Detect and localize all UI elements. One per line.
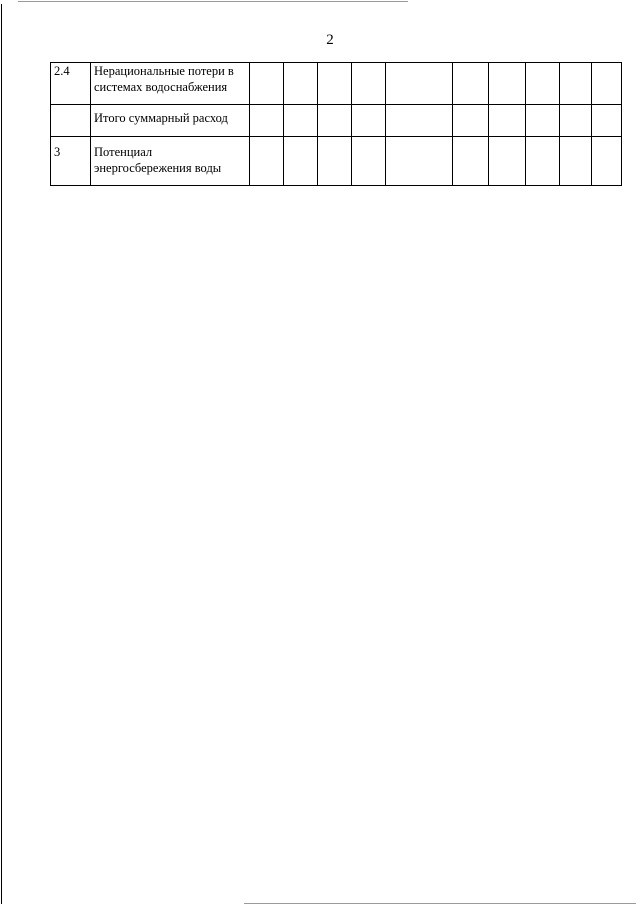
empty-cell [284, 105, 318, 137]
row-number: 2.4 [51, 63, 91, 105]
empty-cell [250, 105, 284, 137]
table-row [51, 105, 622, 137]
table-row [51, 137, 622, 186]
empty-cell [489, 63, 526, 105]
empty-cell [526, 105, 560, 137]
empty-cell [284, 137, 318, 186]
empty-cell [318, 63, 352, 105]
empty-cell [560, 137, 592, 186]
empty-cell [386, 137, 453, 186]
page-number: 2 [326, 32, 334, 48]
empty-cell [318, 137, 352, 186]
empty-cell [250, 137, 284, 186]
empty-cell [453, 105, 489, 137]
scan-edge-left [1, 4, 2, 904]
empty-cell [592, 105, 622, 137]
empty-cell [592, 137, 622, 186]
empty-cell [560, 105, 592, 137]
data-table [50, 62, 622, 186]
empty-cell [386, 105, 453, 137]
empty-cell [489, 137, 526, 186]
empty-cell [489, 105, 526, 137]
scan-edge-bottom [244, 903, 636, 904]
table-row [51, 63, 622, 105]
row-name: Итого суммарный расход [91, 105, 250, 137]
scan-edge-top [18, 1, 408, 2]
empty-cell [453, 63, 489, 105]
row-number: 3 [51, 137, 91, 186]
row-name: Нерациональные потери в системах водоснабжения [91, 63, 250, 105]
empty-cell [453, 137, 489, 186]
empty-cell [386, 63, 453, 105]
row-name: Потенциал энергосбережения воды [91, 137, 250, 186]
empty-cell [526, 63, 560, 105]
empty-cell [592, 63, 622, 105]
empty-cell [250, 63, 284, 105]
empty-cell [352, 105, 386, 137]
empty-cell [352, 63, 386, 105]
empty-cell [352, 137, 386, 186]
empty-cell [318, 105, 352, 137]
empty-cell [560, 63, 592, 105]
row-number [51, 105, 91, 137]
empty-cell [526, 137, 560, 186]
empty-cell [284, 63, 318, 105]
